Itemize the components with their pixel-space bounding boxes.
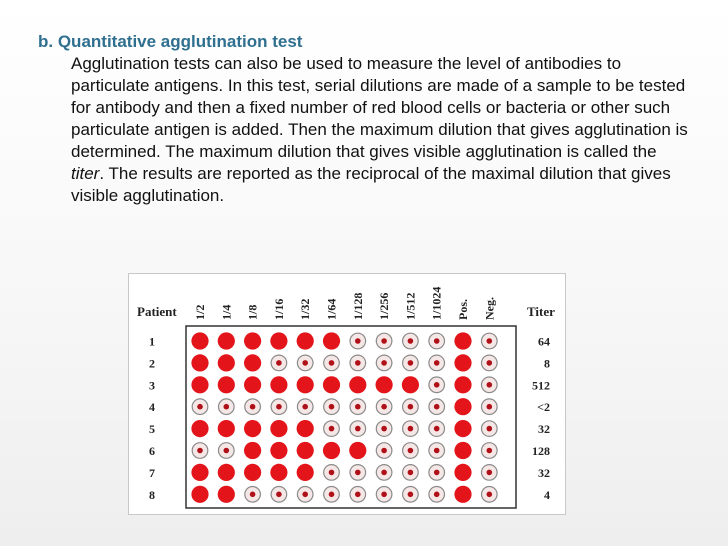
well-negative-dot <box>408 448 414 454</box>
well-negative-dot <box>329 404 335 410</box>
well-agglutinated <box>191 332 208 349</box>
well-agglutinated <box>454 376 471 393</box>
well-agglutinated <box>218 332 235 349</box>
well-agglutinated <box>297 332 314 349</box>
well-agglutinated <box>191 354 208 371</box>
well-agglutinated <box>323 376 340 393</box>
well-negative-dot <box>329 470 335 476</box>
well-agglutinated <box>454 398 471 415</box>
well-negative-dot <box>355 470 361 476</box>
well-negative-dot <box>355 360 361 366</box>
column-header: 1/32 <box>298 298 313 320</box>
column-header: 1/256 <box>377 292 392 320</box>
well-negative-dot <box>197 404 203 410</box>
well-agglutinated <box>218 420 235 437</box>
column-header: 1/512 <box>403 292 418 320</box>
patient-label: 6 <box>149 444 155 458</box>
well-agglutinated <box>297 442 314 459</box>
well-agglutinated <box>297 420 314 437</box>
well-negative-dot <box>381 360 387 366</box>
well-agglutinated <box>297 464 314 481</box>
patient-label: 3 <box>149 378 155 393</box>
well-negative-dot <box>381 448 387 454</box>
well-agglutinated <box>244 442 261 459</box>
well-negative-dot <box>408 470 414 476</box>
well-negative-dot <box>408 338 414 344</box>
well-negative-dot <box>302 404 308 410</box>
section-heading: b. Quantitative agglutination test <box>38 32 303 51</box>
well-agglutinated <box>454 486 471 503</box>
well-agglutinated <box>454 442 471 459</box>
patient-label: 5 <box>149 422 155 437</box>
well-negative-dot <box>329 360 335 366</box>
well-agglutinated <box>244 420 261 437</box>
well-negative-dot <box>250 404 256 410</box>
well-agglutinated <box>349 442 366 459</box>
titer-header: Titer <box>527 304 555 319</box>
well-agglutinated <box>270 332 287 349</box>
well-agglutinated <box>454 464 471 481</box>
paragraph-part-2: . The results are reported as the reciprocal of the maximal dilution that gives visible agglutination. <box>71 164 671 205</box>
column-header: 1/16 <box>271 298 286 320</box>
well-negative-dot <box>487 382 493 388</box>
patient-label: 2 <box>149 356 155 371</box>
well-negative-dot <box>250 492 256 498</box>
well-negative-dot <box>355 492 361 498</box>
well-negative-dot <box>408 426 414 432</box>
well-agglutinated <box>323 332 340 349</box>
well-agglutinated <box>454 420 471 437</box>
well-agglutinated <box>218 464 235 481</box>
well-negative-dot <box>434 382 440 388</box>
well-negative-dot <box>487 360 493 366</box>
well-agglutinated <box>191 464 208 481</box>
well-negative-dot <box>381 426 387 432</box>
well-negative-dot <box>434 470 440 476</box>
titer-value: 32 <box>538 465 550 480</box>
well-negative-dot <box>408 404 414 410</box>
well-negative-dot <box>381 492 387 498</box>
column-header: 1/128 <box>350 292 365 320</box>
well-agglutinated <box>297 376 314 393</box>
paragraph-term-titer: titer <box>71 164 100 183</box>
well-agglutinated <box>191 420 208 437</box>
titer-value: <2 <box>537 400 550 415</box>
well-agglutinated <box>349 376 366 393</box>
well-negative-dot <box>302 492 308 498</box>
well-agglutinated <box>244 464 261 481</box>
well-agglutinated <box>218 486 235 503</box>
column-header: Neg. <box>482 297 497 320</box>
well-negative-dot <box>329 492 335 498</box>
well-negative-dot <box>276 360 282 366</box>
well-agglutinated <box>454 354 471 371</box>
well-negative-dot <box>487 448 493 454</box>
well-negative-dot <box>355 426 361 432</box>
column-header: Pos. <box>456 299 470 320</box>
well-negative-dot <box>276 492 282 498</box>
plate-border <box>186 326 516 508</box>
well-agglutinated <box>244 332 261 349</box>
column-header: 1/4 <box>219 304 234 320</box>
well-negative-dot <box>487 404 493 410</box>
column-header: 1/64 <box>324 298 339 320</box>
well-agglutinated <box>270 442 287 459</box>
well-negative-dot <box>434 448 440 454</box>
well-negative-dot <box>434 492 440 498</box>
agglutination-plate-figure <box>128 273 566 515</box>
well-negative-dot <box>276 404 282 410</box>
well-negative-dot <box>408 360 414 366</box>
well-negative-dot <box>355 404 361 410</box>
well-agglutinated <box>402 376 419 393</box>
section-paragraph <box>71 53 691 207</box>
column-header: 1/2 <box>193 304 207 320</box>
well-negative-dot <box>381 338 387 344</box>
well-negative-dot <box>487 426 493 432</box>
well-agglutinated <box>376 376 393 393</box>
patient-label: 4 <box>149 400 155 415</box>
well-negative-dot <box>408 492 414 498</box>
patient-label: 1 <box>149 334 155 349</box>
paragraph-part-1: Agglutination tests can also be used to measure the level of antibodies to particulate antigens. In this test, serial dilutions are made of a sample to be tested for antibody and then a fixed number of red blood cells or bacteria or other such particulate antigen is added. Then the maximum dilution that gives agglutination is determined. The maximum dilution that gives visible agglutination is called the <box>71 54 688 161</box>
well-negative-dot <box>487 470 493 476</box>
well-agglutinated <box>454 332 471 349</box>
well-agglutinated <box>270 464 287 481</box>
titer-value: 128 <box>532 444 550 458</box>
well-negative-dot <box>329 426 335 432</box>
well-negative-dot <box>381 404 387 410</box>
well-negative-dot <box>381 470 387 476</box>
well-negative-dot <box>487 338 493 344</box>
well-agglutinated <box>191 376 208 393</box>
well-negative-dot <box>434 426 440 432</box>
patient-header: Patient <box>137 304 177 319</box>
well-agglutinated <box>270 420 287 437</box>
well-negative-dot <box>434 338 440 344</box>
well-negative-dot <box>197 448 203 454</box>
agglutination-plate-svg <box>129 274 565 514</box>
well-negative-dot <box>224 404 230 410</box>
column-header: 1/1024 <box>429 286 444 320</box>
well-negative-dot <box>487 492 493 498</box>
well-agglutinated <box>218 354 235 371</box>
titer-value: 512 <box>532 378 550 393</box>
well-agglutinated <box>323 442 340 459</box>
titer-value: 8 <box>544 356 550 371</box>
well-negative-dot <box>224 448 230 454</box>
well-agglutinated <box>244 354 261 371</box>
column-header: 1/8 <box>245 304 260 320</box>
patient-label: 8 <box>149 487 155 502</box>
titer-value: 64 <box>538 334 550 349</box>
well-negative-dot <box>434 404 440 410</box>
titer-value: 32 <box>538 422 550 437</box>
well-agglutinated <box>270 376 287 393</box>
well-negative-dot <box>355 338 361 344</box>
patient-label: 7 <box>149 465 155 480</box>
well-negative-dot <box>434 360 440 366</box>
well-agglutinated <box>218 376 235 393</box>
well-negative-dot <box>302 360 308 366</box>
titer-value: 4 <box>544 487 550 502</box>
well-agglutinated <box>191 486 208 503</box>
well-agglutinated <box>244 376 261 393</box>
